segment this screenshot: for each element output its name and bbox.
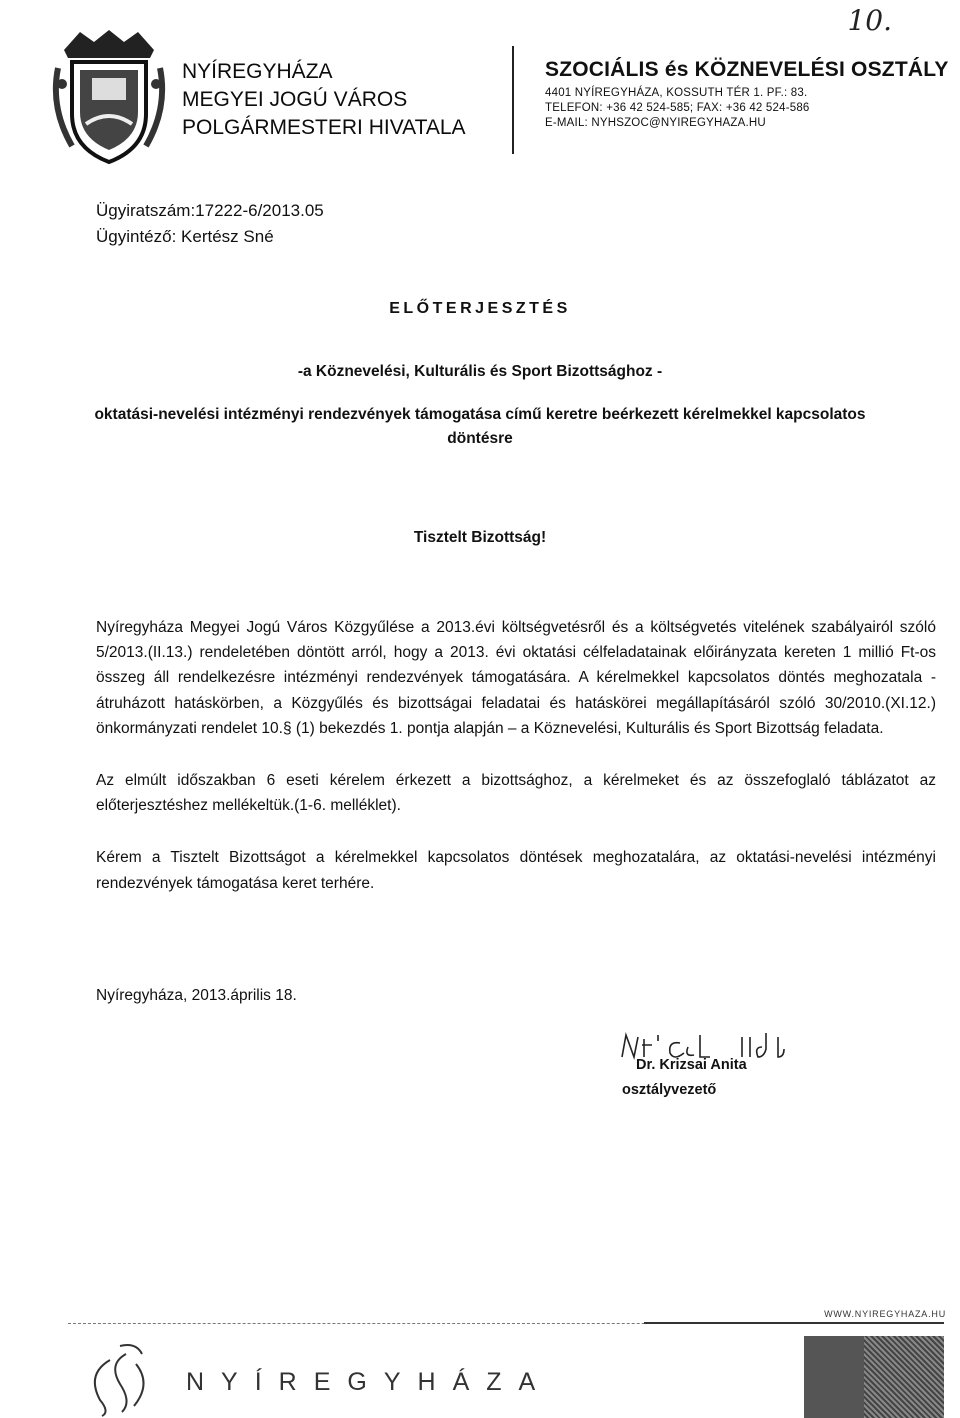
- case-handler: Ügyintéző: Kertész Sné: [96, 227, 274, 246]
- department-email: E-MAIL: NYHSZOC@NYIREGYHAZA.HU: [545, 117, 766, 129]
- body-paragraph: Az elmúlt időszakban 6 eseti kérelem érkezett a bizottsághoz, a kérelmeket és az összefoglaló táblázatot az előterjesztéshez mellékeltük.(1-6. melléklet).: [96, 772, 936, 815]
- subject-line: [0, 403, 960, 451]
- file-number: Ügyiratszám:17222-6/2013.05: [96, 201, 324, 220]
- document-title: ELŐTERJESZTÉS: [389, 300, 571, 317]
- department-block: [545, 58, 949, 131]
- place-date: Nyíregyháza, 2013.április 18.: [96, 987, 297, 1004]
- committee-line: -a Köznevelési, Kulturális és Sport Bizottsághoz -: [297, 363, 663, 380]
- footer-bar: [644, 1322, 944, 1324]
- body-paragraph: Kérem a Tisztelt Bizottságot a kérelmekkel kapcsolatos döntések meghozatalára, az oktatási-nevelési intézményi rendezvények támogatása keret terhére.: [96, 849, 936, 892]
- body-paragraph: Nyíregyháza Megyei Jogú Város Közgyűlése a 2013.évi költségvetésről és a költségvetés vitelének szabályairól szóló 5/2013.(II.13.) rendeletében döntött arról, hogy a 2013. évi oktatási célfeladatainak előirányzata kereten 1 millió Ft-os összeg áll rendelkezésre intézményi rendezvények támogatására. A kérelmekkel kapcsolatos döntés meghozatala - átruházott hatáskörben, a Közgyűlés és bizottságai feladatai és hatáskörei megállapításáról szóló 30/2010.(XI.12.) önkormányzati rendelet 10.§ (1) bekezdés 1. pontja alapján – a Köznevelési, Kulturális és Sport Bizottság feladata.: [96, 619, 936, 737]
- city-logo-icon: [80, 1340, 160, 1418]
- coat-of-arms-icon: [50, 28, 168, 168]
- signer-name: Dr. Krizsai Anita: [636, 1057, 747, 1073]
- salutation: Tisztelt Bizottság!: [413, 529, 547, 546]
- page-number: 10.: [847, 4, 892, 37]
- footer-website: WWW.NYIREGYHAZA.HU: [824, 1309, 946, 1319]
- reference-block: [96, 198, 324, 250]
- office-line: MEGYEI JOGÚ VÁROS: [182, 88, 408, 111]
- department-phone: TELEFON: +36 42 524-585; FAX: +36 42 524-586: [545, 102, 810, 114]
- subject-text: oktatási-nevelési intézményi rendezvények támogatása című keretre beérkezett kérelmekkel kapcsolatos döntésre: [94, 406, 866, 447]
- footer-decoration-pattern: [864, 1336, 944, 1418]
- body-text: [96, 615, 936, 923]
- signer-title: osztályvezető: [622, 1082, 717, 1098]
- header-divider: [512, 46, 514, 154]
- department-address: 4401 NYÍREGYHÁZA, KOSSUTH TÉR 1. PF.: 83.: [545, 87, 808, 99]
- footer-city-name: NYÍREGYHÁZA: [186, 1368, 553, 1396]
- office-name: [182, 58, 466, 142]
- department-title: SZOCIÁLIS és KÖZNEVELÉSI OSZTÁLY: [545, 58, 949, 81]
- office-line: POLGÁRMESTERI HIVATALA: [182, 116, 466, 139]
- office-line: NYÍREGYHÁZA: [182, 60, 333, 83]
